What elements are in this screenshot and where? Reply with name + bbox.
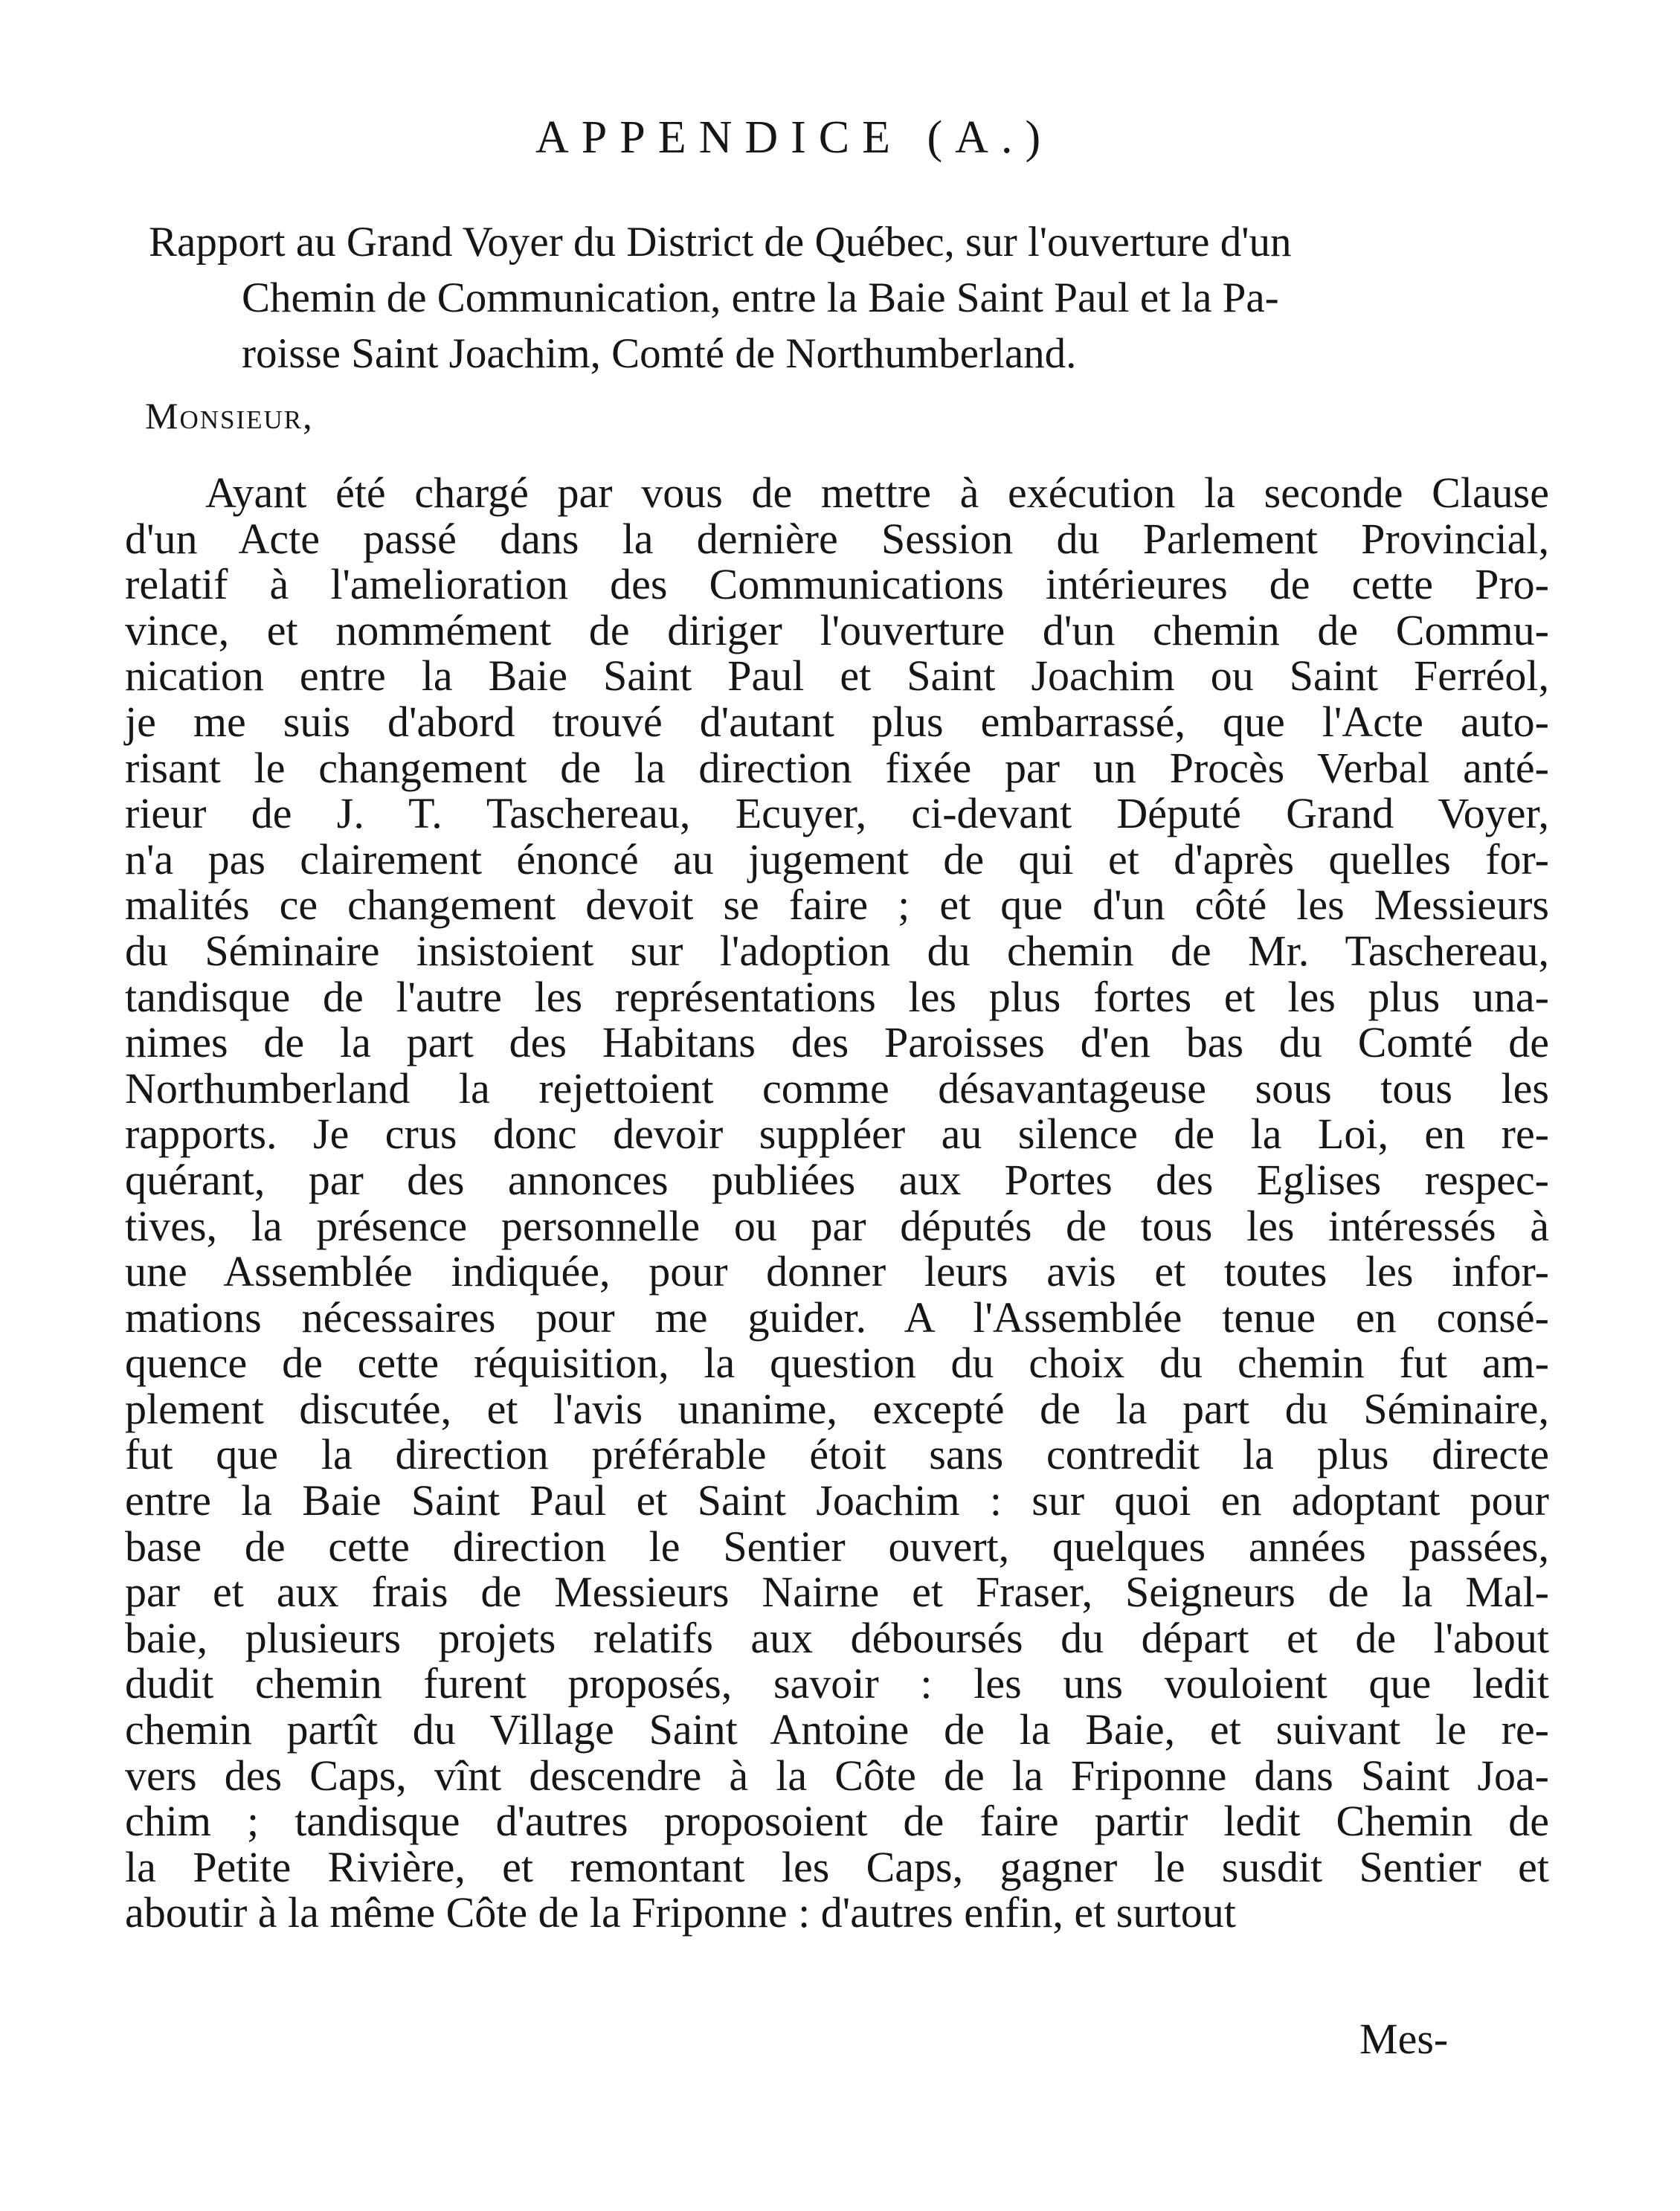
report-title: [149, 214, 1291, 382]
body-line: relatif à l'amelioration des Communications intérieures de cette Pro-: [125, 560, 1549, 609]
body-line: entre la Baie Saint Paul et Saint Joachim : sur quoi en adoptant pour: [125, 1476, 1549, 1525]
body-line: chim ; tandisque d'autres proposoient de faire partir ledit Chemin de: [125, 1797, 1549, 1846]
body-line: chemin partît du Village Saint Antoine de la Baie, et suivant le re-: [125, 1705, 1549, 1754]
body-line: dudit chemin furent proposés, savoir : les uns vouloient que ledit: [125, 1659, 1549, 1708]
body-line: baie, plusieurs projets relatifs aux déboursés du départ et de l'about: [125, 1613, 1549, 1662]
catchword: Mes-: [1359, 2015, 1449, 2063]
body-line: la Petite Rivière, et remontant les Caps, gagner le susdit Sentier et: [125, 1842, 1549, 1891]
body-line: mations nécessaires pour me guider. A l'Assemblée tenue en consé-: [125, 1293, 1549, 1342]
body-line: rapports. Je crus donc devoir suppléer au silence de la Loi, en re-: [125, 1110, 1549, 1159]
body-line: une Assemblée indiquée, pour donner leurs avis et toutes les infor-: [125, 1247, 1549, 1296]
body-line: quence de cette réquisition, la question du choix du chemin fut am-: [125, 1339, 1549, 1388]
body-line: plement discutée, et l'avis unanime, excepté de la part du Séminaire,: [125, 1384, 1549, 1433]
title-line: roisse Saint Joachim, Comté de Northumberland.: [242, 330, 1077, 377]
body-line: tives, la présence personnelle ou par députés de tous les intéressés à: [125, 1201, 1549, 1250]
body-line: risant le changement de la direction fixée par un Procès Verbal anté-: [125, 743, 1549, 792]
title-line: Rapport au Grand Voyer du District de Québec, sur l'ouverture d'un: [149, 219, 1292, 265]
body-line: quérant, par des annonces publiées aux Portes des Eglises respec-: [125, 1155, 1549, 1204]
body-line: n'a pas clairement énoncé au jugement de qui et d'après quelles for-: [125, 834, 1549, 884]
body-line: Northumberland la rejettoient comme désavantageuse sous tous les: [125, 1063, 1549, 1113]
body-line: malités ce changement devoit se faire ; et que d'un côté les Messieurs: [125, 881, 1549, 930]
body-line: du Séminaire insistoient sur l'adoption du chemin de Mr. Taschereau,: [125, 926, 1549, 975]
body-line: vince, et nommément de diriger l'ouverture d'un chemin de Commu-: [125, 605, 1549, 654]
body-paragraph: [125, 470, 1549, 1936]
body-line: vers des Caps, vînt descendre à la Côte de la Friponne dans Saint Joa-: [125, 1751, 1549, 1800]
body-line: par et aux frais de Messieurs Nairne et Fraser, Seigneurs de la Mal-: [125, 1568, 1549, 1617]
title-line: Chemin de Communication, entre la Baie Saint Paul et la Pa-: [242, 274, 1279, 321]
body-line: base de cette direction le Sentier ouvert, quelques années passées,: [125, 1522, 1549, 1571]
body-line: je me suis d'abord trouvé d'autant plus embarrassé, que l'Acte auto-: [125, 697, 1549, 746]
body-line: fut que la direction préférable étoit sans contredit la plus directe: [125, 1430, 1549, 1479]
body-line: d'un Acte passé dans la dernière Session du Parlement Provincial,: [125, 514, 1549, 563]
body-line: rieur de J. T. Taschereau, Ecuyer, ci-devant Député Grand Voyer,: [125, 789, 1549, 838]
body-line: Ayant été chargé par vous de mettre à exécution la seconde Clause: [205, 469, 1549, 517]
body-line: nimes de la part des Habitans des Paroisses d'en bas du Comté de: [125, 1018, 1549, 1067]
salutation: Monsieur,: [145, 395, 314, 437]
body-line: tandisque de l'autre les représentations les plus fortes et les plus una-: [125, 972, 1549, 1021]
body-line: aboutir à la même Côte de la Friponne : d'autres enfin, et surtout: [125, 1888, 1236, 1937]
appendix-heading: APPENDICE (A.): [535, 112, 1054, 163]
body-line: nication entre la Baie Saint Paul et Saint Joachim ou Saint Ferréol,: [125, 651, 1549, 701]
